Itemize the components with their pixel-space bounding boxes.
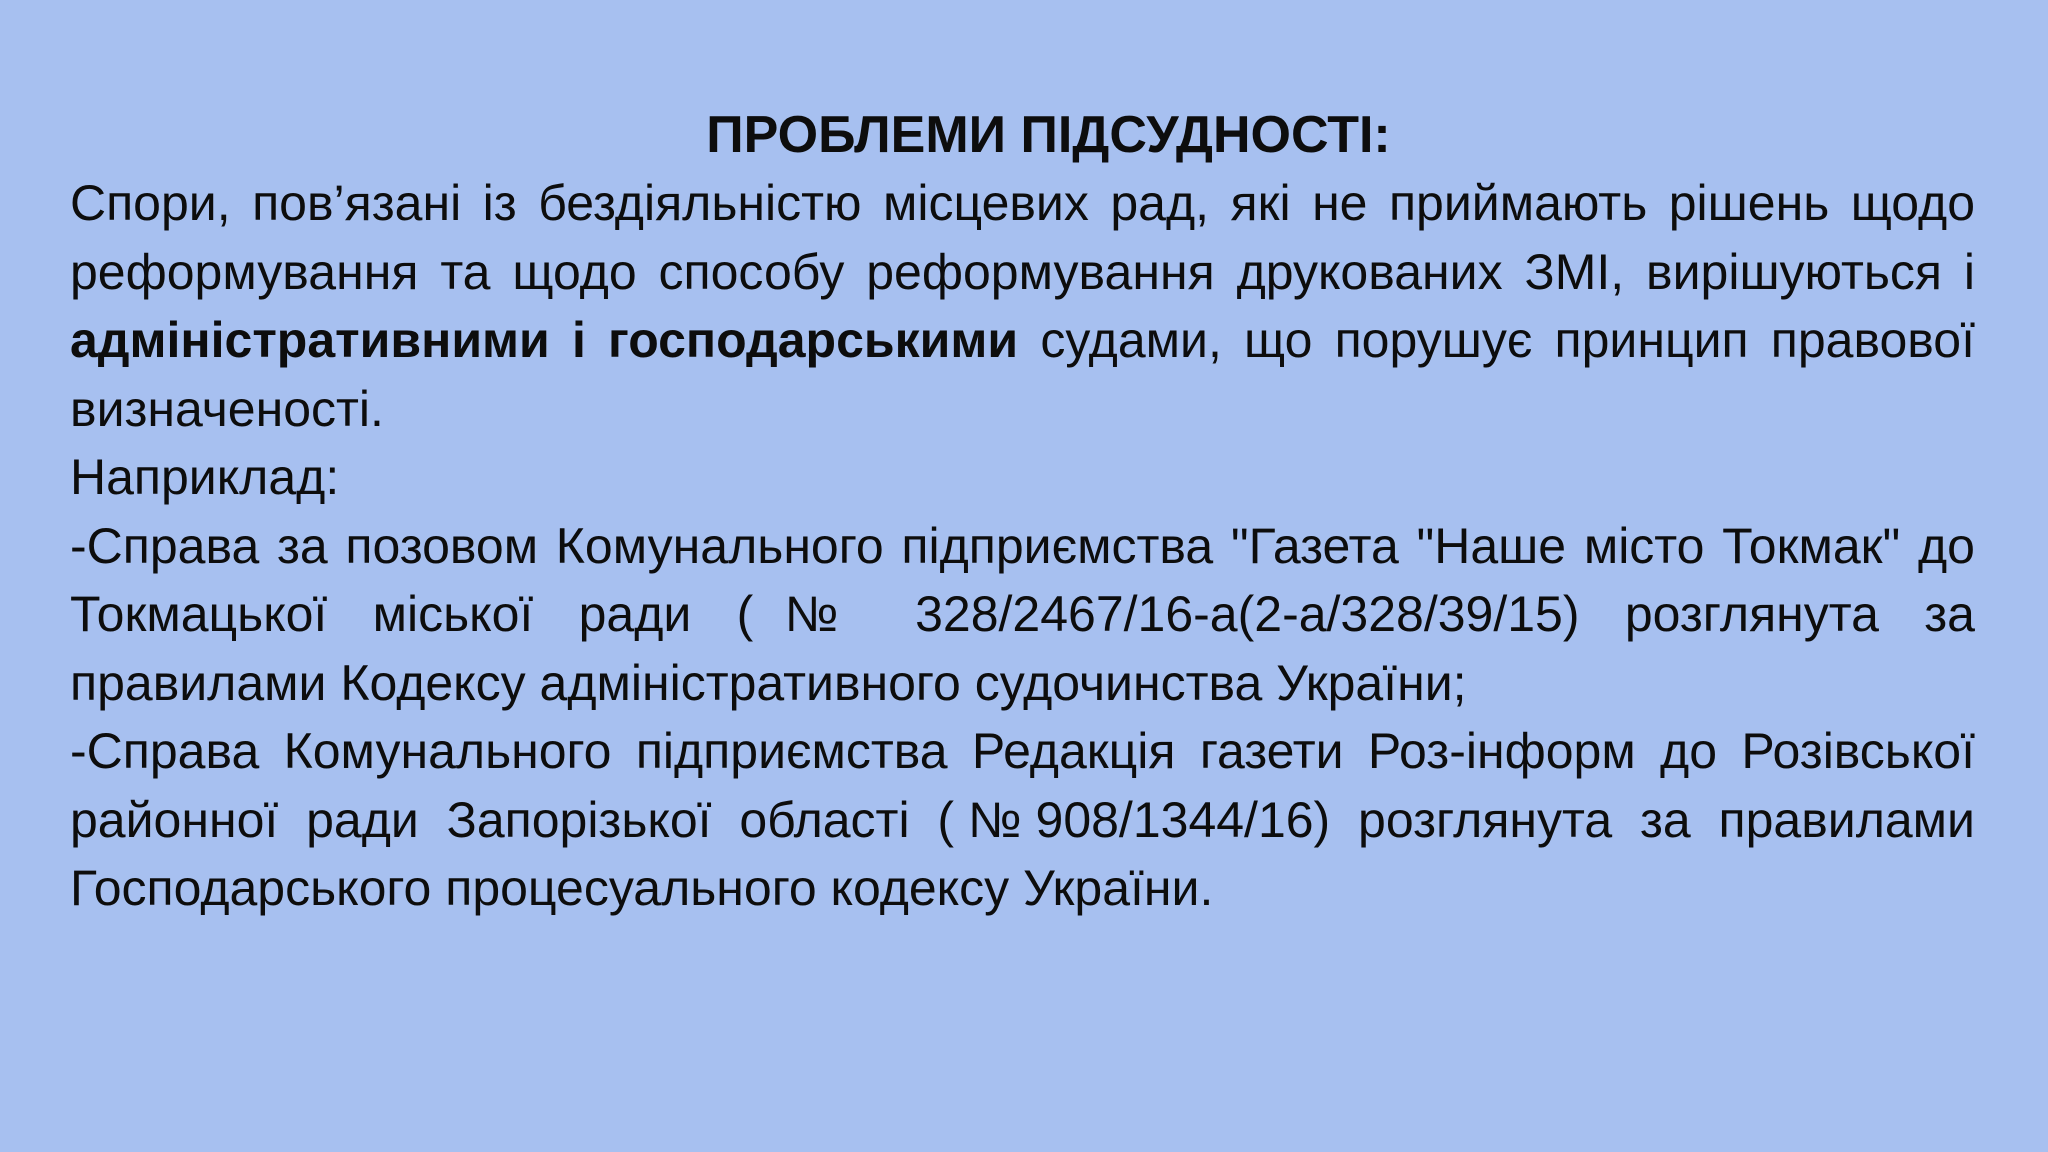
example-label: Наприклад: bbox=[70, 449, 340, 505]
paragraph-disputes bbox=[70, 169, 1975, 443]
paragraph-text-bold: адміністративними і господарськими bbox=[70, 312, 1019, 368]
case-item-tokmak: -Справа за позовом Комунального підприємства "Газета "Наше місто Токмак" до Токмацької міської ради (№ 328/2467/16-а(2-а/328/39/15) розглянута за правилами Кодексу адміністративного судочинства України; bbox=[70, 517, 1975, 711]
slide-body bbox=[70, 169, 1975, 923]
case-item-rozinform: -Справа Комунального підприємства Редакція газети Роз-інформ до Розівської районної ради Запорізької області (№908/1344/16) розглянута за правилами Господарського процесуального кодексу України. bbox=[70, 723, 1975, 916]
slide-title: ПРОБЛЕМИ ПІДСУДНОСТІ: bbox=[706, 106, 1391, 164]
paragraph-text-end: судами, що порушує принцип правової визначеності. bbox=[70, 312, 1975, 437]
paragraph-text-start: Спори, пов’язані із бездіяльністю місцевих рад, які не приймають рішень щодо реформування та щодо способу реформування друкованих ЗМІ, вирішуються і bbox=[70, 175, 1975, 300]
